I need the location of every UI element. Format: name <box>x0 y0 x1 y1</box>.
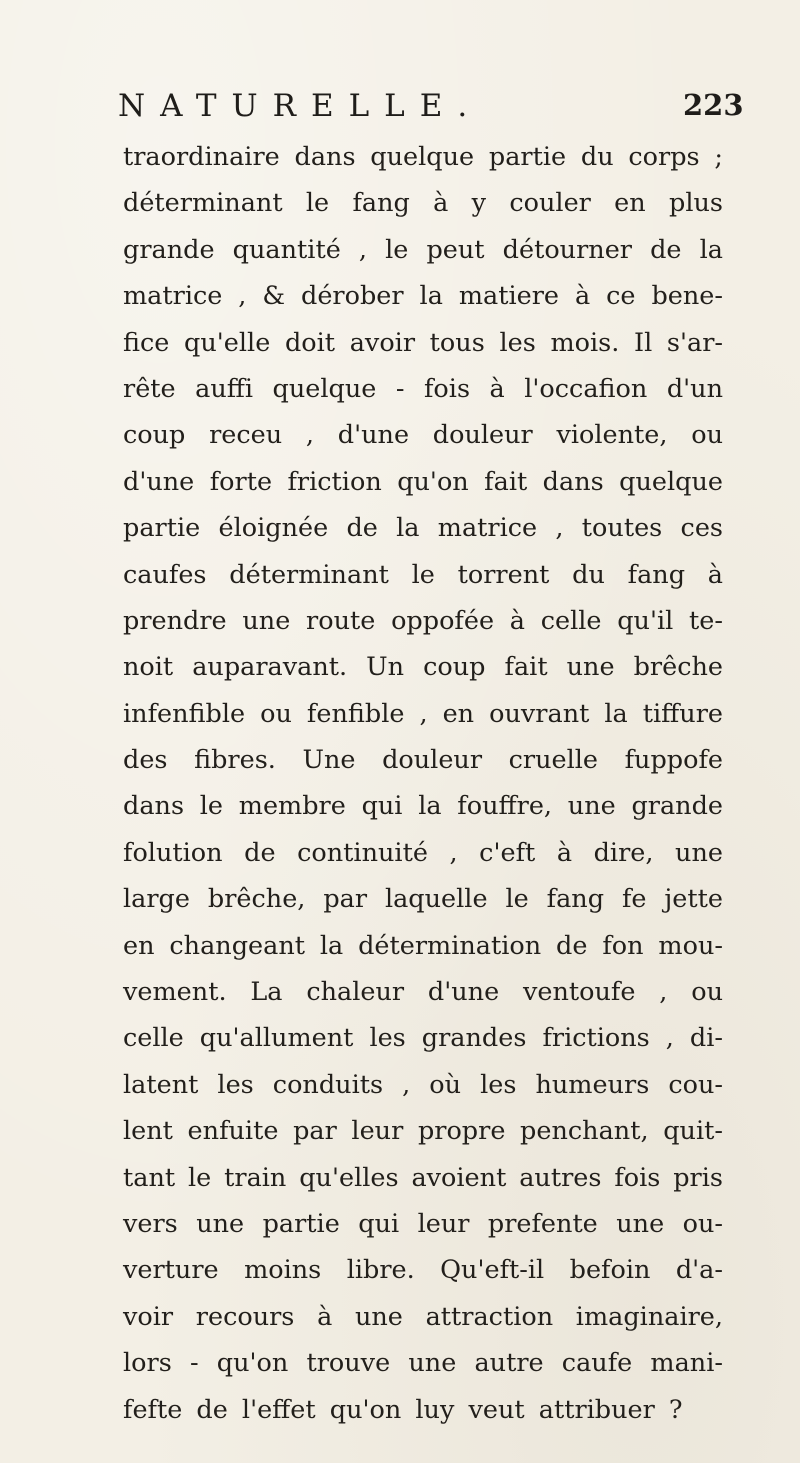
text-line: large brêche, par laquelle le fang fe jette <box>123 884 723 915</box>
text-line: rête auffi quelque - fois à l'occafion d'un <box>123 373 723 404</box>
text-line: coup receu , d'une douleur violente, ou <box>123 420 723 451</box>
text-line: fefte de l'effet qu'on luy veut attribuer ? <box>123 1394 683 1425</box>
text-line: tant le train qu'elles avoient autres fois pris <box>123 1162 723 1193</box>
text-line: vement. La chaleur d'une ventoufe , ou <box>123 977 723 1008</box>
text-line: traordinaire dans quelque partie du corps ; <box>123 142 723 172</box>
text-line: matrice , & dérober la matiere à ce bene- <box>123 281 723 312</box>
text-line: infenfible ou fenfible , en ouvrant la tiffure <box>123 698 723 729</box>
text-line: en changeant la détermination de fon mou- <box>123 930 723 961</box>
text-line: celle qu'allument les grandes frictions , di- <box>123 1023 723 1054</box>
running-head <box>0 88 800 128</box>
text-line: voir recours à une attraction imaginaire, <box>123 1301 723 1332</box>
body-text <box>123 134 723 1433</box>
text-line: folution de continuité , c'eft à dire, une <box>123 837 723 868</box>
text-line: grande quantité , le peut détourner de la <box>123 234 723 265</box>
text-line: partie éloignée de la matrice , toutes ces <box>123 513 723 544</box>
text-line: verture moins libre. Qu'eft-il befoin d'a- <box>123 1255 723 1286</box>
text-line: vers une partie qui leur prefente une ou- <box>123 1208 723 1239</box>
text-line: noit auparavant. Un coup fait une brêche <box>123 652 723 683</box>
text-line: caufes déterminant le torrent du fang à <box>123 559 723 590</box>
text-line: prendre une route oppofée à celle qu'il te- <box>123 605 723 636</box>
text-line: latent les conduits , où les humeurs cou- <box>123 1069 723 1100</box>
text-line: dans le membre qui la fouffre, une grande <box>123 791 723 822</box>
text-line: lent enfuite par leur propre penchant, quit- <box>123 1116 723 1147</box>
running-title: NATURELLE. <box>118 88 483 124</box>
text-line: déterminant le fang à y couler en plus <box>123 188 723 219</box>
text-line: d'une forte friction qu'on fait dans quelque <box>123 466 723 497</box>
text-line: fice qu'elle doit avoir tous les mois. Il s'ar- <box>123 327 723 358</box>
text-line: lors - qu'on trouve une autre caufe mani- <box>123 1348 723 1379</box>
text-line: des fibres. Une douleur cruelle fuppofe <box>123 745 723 776</box>
page-number: 223 <box>683 88 744 122</box>
